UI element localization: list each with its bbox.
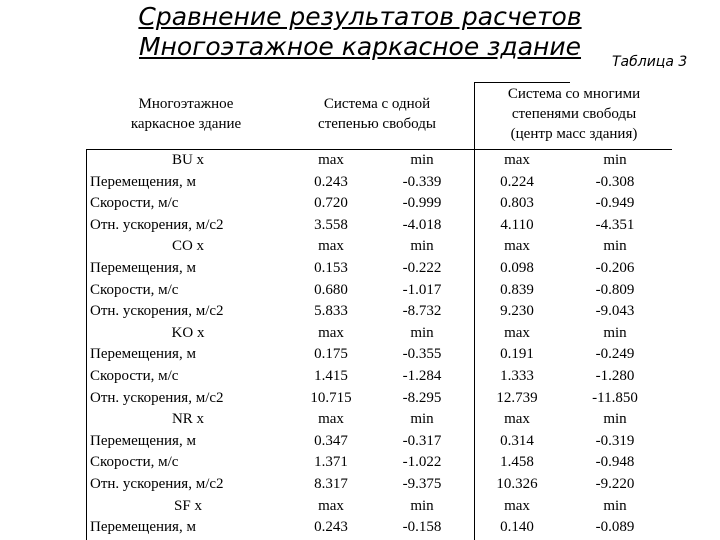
value-cell: max	[318, 497, 344, 514]
header-building: Многоэтажное каркасное здание	[130, 96, 242, 132]
group-label: NR x	[171, 411, 205, 428]
header-single-dof: Система с одной степенью свободы	[318, 96, 436, 132]
value-cell: 5.833	[314, 303, 348, 320]
value-cell: 12.739	[496, 389, 538, 406]
value-cell: -1.017	[402, 281, 442, 298]
table-row	[86, 452, 664, 474]
value-cell: min	[410, 411, 434, 428]
value-cell: min	[603, 238, 627, 255]
value-cell: max	[504, 324, 530, 341]
value-cell: 0.314	[500, 432, 534, 449]
value-cell: 1.415	[314, 367, 348, 384]
table-label: Таблица 3	[612, 54, 688, 70]
value-cell: -11.850	[592, 389, 638, 406]
row-label: Отн. ускорения, м/с2	[90, 475, 224, 492]
value-cell: -0.949	[595, 195, 635, 212]
value-cell: min	[410, 152, 434, 168]
table-row	[86, 323, 664, 345]
value-cell: 10.715	[310, 389, 352, 406]
table-row	[86, 236, 664, 258]
value-cell: -0.355	[402, 346, 442, 363]
table-row	[86, 258, 664, 280]
value-cell: 0.153	[314, 259, 348, 276]
row-label: Перемещения, м	[90, 259, 196, 276]
value-cell: 0.803	[500, 195, 534, 212]
table-row	[86, 193, 664, 215]
table-row	[86, 474, 664, 496]
value-cell: 3.558	[314, 216, 348, 233]
value-cell: 0.839	[500, 281, 534, 298]
header-multi-dof: Система со многими степенями свободы (центр масс здания)	[507, 86, 641, 142]
row-label: Скорости, м/с	[90, 281, 179, 298]
value-cell: -0.948	[595, 454, 635, 471]
row-label: Скорости, м/с	[90, 367, 179, 384]
value-cell: 4.110	[500, 216, 534, 233]
group-label: SF x	[174, 497, 202, 514]
value-cell: -0.999	[402, 195, 442, 212]
group-label: KO x	[171, 324, 205, 341]
results-table	[86, 150, 664, 539]
group-label: BU x	[171, 152, 205, 168]
row-label: Отн. ускорения, м/с2	[90, 216, 224, 233]
page-subtitle: Многоэтажное каркасное здание	[138, 32, 582, 61]
table-row	[86, 301, 664, 323]
value-cell: min	[410, 497, 434, 514]
value-cell: -1.280	[595, 367, 635, 384]
value-cell: -0.339	[402, 173, 442, 190]
value-cell: -0.317	[402, 432, 442, 449]
value-cell: 0.680	[314, 281, 348, 298]
value-cell: 0.347	[314, 432, 348, 449]
value-cell: 0.243	[314, 173, 348, 190]
value-cell: 1.371	[314, 454, 348, 471]
value-cell: min	[603, 497, 627, 514]
value-cell: -0.222	[402, 259, 442, 276]
value-cell: max	[318, 238, 344, 255]
value-cell: 0.140	[500, 519, 534, 536]
value-cell: 0.175	[314, 346, 348, 363]
value-cell: min	[410, 238, 434, 255]
value-cell: -1.022	[402, 454, 442, 471]
value-cell: max	[318, 152, 344, 168]
value-cell: 9.230	[500, 303, 534, 320]
value-cell: -4.351	[595, 216, 635, 233]
value-cell: -4.018	[402, 216, 442, 233]
value-cell: -9.220	[595, 475, 635, 492]
table-row	[86, 388, 664, 410]
row-label: Отн. ускорения, м/с2	[90, 303, 224, 320]
row-label: Скорости, м/с	[90, 454, 179, 471]
value-cell: max	[318, 324, 344, 341]
value-cell: 0.243	[314, 519, 348, 536]
row-label: Перемещения, м	[90, 346, 196, 363]
value-cell: 0.191	[500, 346, 534, 363]
table-row	[86, 496, 664, 518]
value-cell: 0.224	[500, 173, 534, 190]
row-label: Скорости, м/с	[90, 195, 179, 212]
table-row	[86, 344, 664, 366]
table-row	[86, 431, 664, 453]
page-title: Сравнение результатов расчетов	[138, 2, 582, 31]
value-cell: min	[410, 324, 434, 341]
row-label: Перемещения, м	[90, 519, 196, 536]
value-cell: 1.458	[500, 454, 534, 471]
value-cell: max	[504, 411, 530, 428]
group-label: CO x	[171, 238, 205, 255]
table-row	[86, 150, 664, 172]
value-cell: min	[603, 152, 627, 168]
value-cell: 0.098	[500, 259, 534, 276]
value-cell: 1.333	[500, 367, 534, 384]
value-cell: max	[504, 152, 530, 168]
value-cell: max	[318, 411, 344, 428]
value-cell: -0.809	[595, 281, 635, 298]
value-cell: 0.720	[314, 195, 348, 212]
row-label: Перемещения, м	[90, 432, 196, 449]
value-cell: -0.249	[595, 346, 635, 363]
value-cell: -1.284	[402, 367, 442, 384]
table-row	[86, 517, 664, 539]
value-cell: max	[504, 238, 530, 255]
value-cell: -0.206	[595, 259, 635, 276]
table-row	[86, 366, 664, 388]
row-label: Перемещения, м	[90, 173, 196, 190]
row-label: Отн. ускорения, м/с2	[90, 389, 224, 406]
value-cell: -0.308	[595, 173, 635, 190]
table-row	[86, 172, 664, 194]
value-cell: -8.295	[402, 389, 442, 406]
value-cell: min	[603, 411, 627, 428]
value-cell: -9.375	[402, 475, 442, 492]
value-cell: min	[603, 324, 627, 341]
table-row	[86, 280, 664, 302]
table-row	[86, 215, 664, 237]
table-row	[86, 409, 664, 431]
value-cell: -9.043	[595, 303, 635, 320]
value-cell: -0.158	[402, 519, 442, 536]
header-top-rule	[474, 82, 570, 83]
value-cell: max	[504, 497, 530, 514]
value-cell: 8.317	[314, 475, 348, 492]
value-cell: 10.326	[496, 475, 538, 492]
value-cell: -0.089	[595, 519, 635, 536]
value-cell: -0.319	[595, 432, 635, 449]
value-cell: -8.732	[402, 303, 442, 320]
